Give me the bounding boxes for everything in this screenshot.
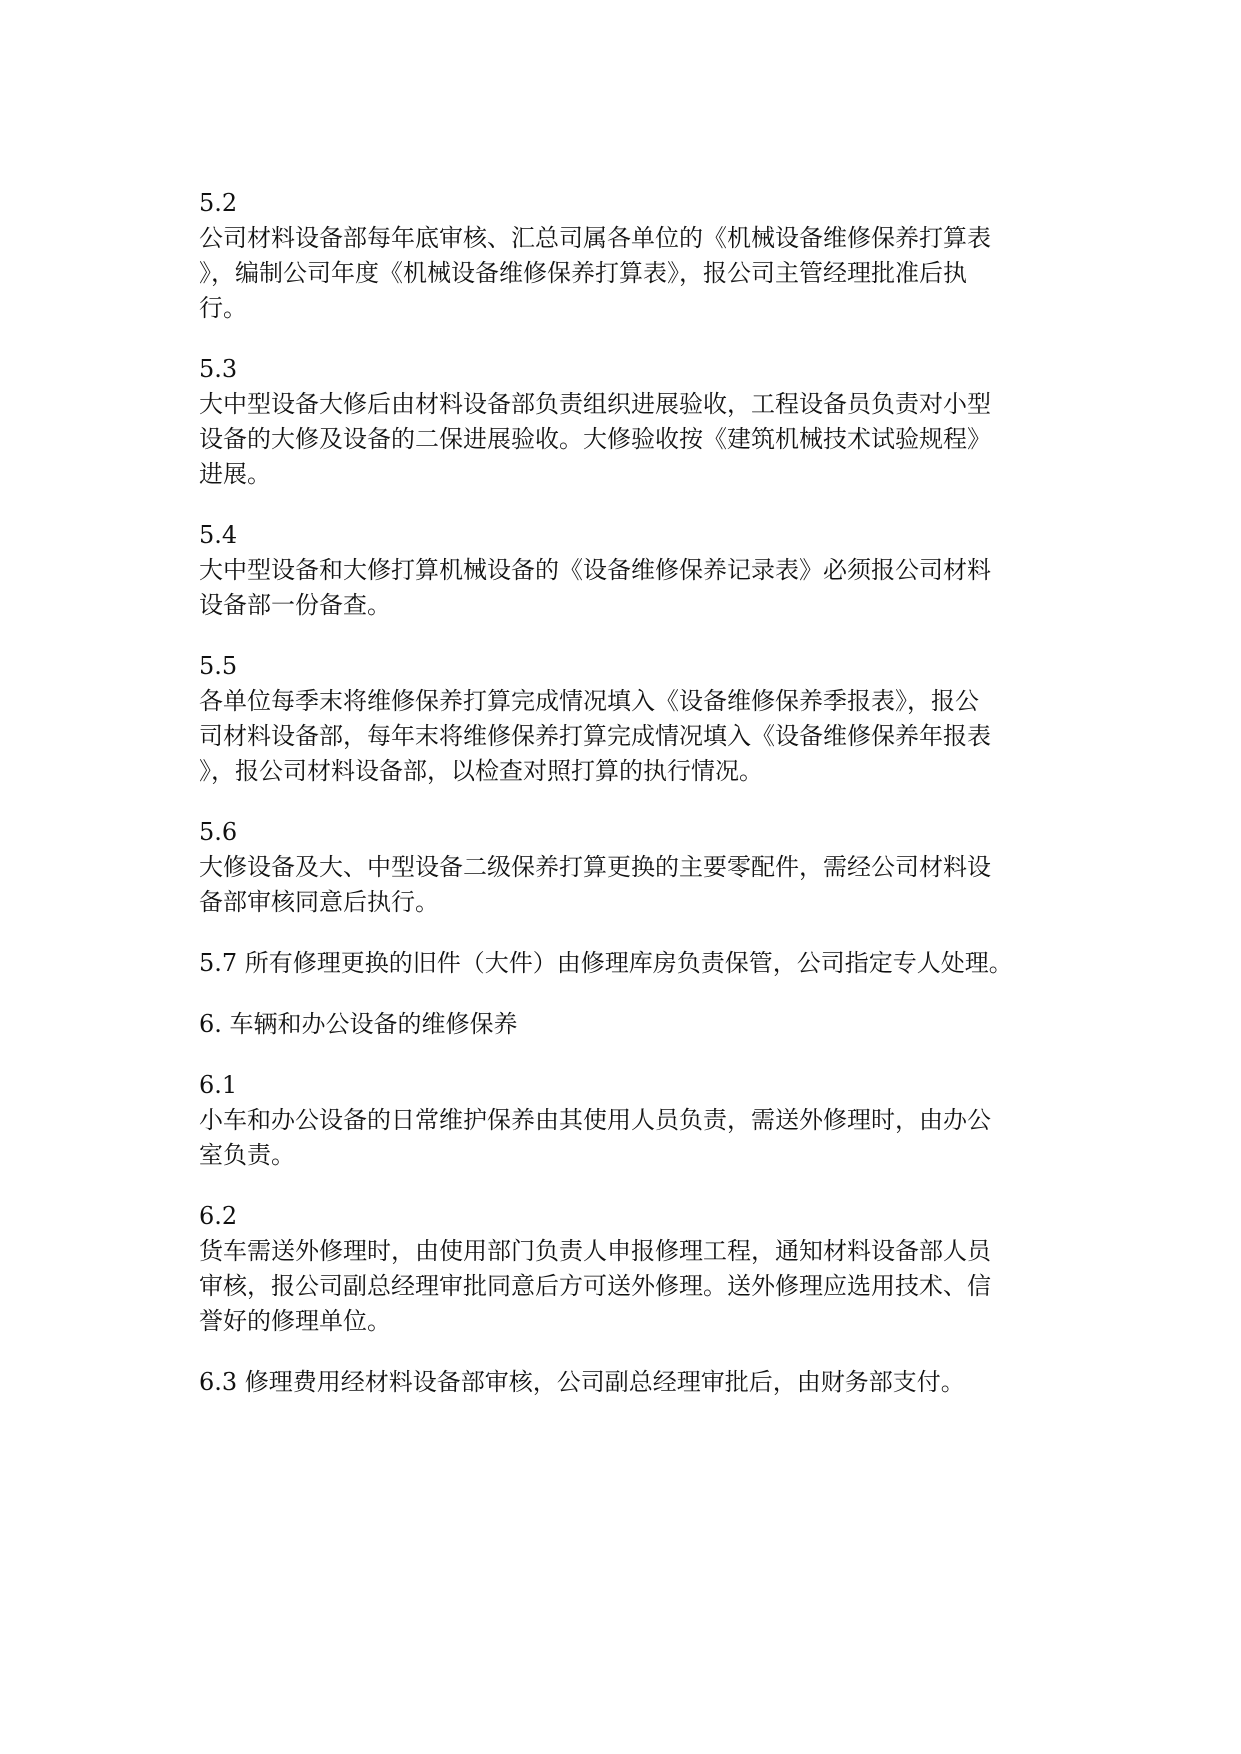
paragraph-gap (199, 623, 1034, 649)
paragraph-line: 大中型设备和大修打算机械设备的《设备维修保养记录表》必须报公司材料 (199, 556, 991, 584)
paragraph-gap (199, 920, 1034, 946)
document-page (199, 186, 1034, 1400)
paragraph-gap (199, 1339, 1034, 1365)
section-number: 6.1 (199, 1071, 238, 1099)
paragraph-line: 备部审核同意后执行。 (199, 888, 439, 916)
paragraph-gap (199, 326, 1034, 352)
section-6-1 (199, 1068, 1034, 1173)
section-number: 5.3 (199, 355, 238, 383)
section-number: 5.5 (199, 652, 238, 680)
paragraph-gap (199, 789, 1034, 815)
section-5-5 (199, 649, 1034, 789)
paragraph-line: 设备的大修及设备的二保进展验收。大修验收按《建筑机械技术试验规程》 (199, 425, 991, 453)
section-heading: 6. 车辆和办公设备的维修保养 (199, 1010, 518, 1038)
paragraph-line: 大修设备及大、中型设备二级保养打算更换的主要零配件，需经公司材料设 (199, 853, 991, 881)
section-number: 5.4 (199, 521, 238, 549)
paragraph-line: 》，编制公司年度《机械设备维修保养打算表》，报公司主管经理批准后执 (199, 259, 967, 287)
paragraph-line: 》，报公司材料设备部，以检查对照打算的执行情况。 (199, 757, 763, 785)
paragraph-gap (199, 1173, 1034, 1199)
paragraph-gap (199, 492, 1034, 518)
paragraph-line: 审核，报公司副总经理审批同意后方可送外修理。送外修理应选用技术、信 (199, 1272, 991, 1300)
paragraph-line: 室负责。 (199, 1141, 295, 1169)
section-number: 5.6 (199, 818, 238, 846)
section-5-2 (199, 186, 1034, 326)
section-5-4 (199, 518, 1034, 623)
paragraph-gap (199, 1042, 1034, 1068)
paragraph-line: 司材料设备部，每年末将维修保养打算完成情况填入《设备维修保养年报表 (199, 722, 991, 750)
paragraph-line: 进展。 (199, 460, 271, 488)
paragraph-line: 货车需送外修理时，由使用部门负责人申报修理工程，通知材料设备部人员 (199, 1237, 991, 1265)
section-5-6 (199, 815, 1034, 920)
section-5-7 (199, 946, 1034, 981)
section-6-3 (199, 1365, 1034, 1400)
paragraph-line: 公司材料设备部每年底审核、汇总司属各单位的《机械设备维修保养打算表 (199, 224, 991, 252)
paragraph-line: 大中型设备大修后由材料设备部负责组织进展验收，工程设备员负责对小型 (199, 390, 991, 418)
paragraph-line: 5.7 所有修理更换的旧件（大件）由修理库房负责保管，公司指定专人处理。 (199, 949, 1013, 977)
paragraph-line: 6.3 修理费用经材料设备部审核，公司副总经理审批后，由财务部支付。 (199, 1368, 965, 1396)
section-5-3 (199, 352, 1034, 492)
paragraph-line: 誉好的修理单位。 (199, 1307, 391, 1335)
section-number: 5.2 (199, 189, 238, 217)
paragraph-line: 各单位每季末将维修保养打算完成情况填入《设备维修保养季报表》，报公 (199, 687, 979, 715)
paragraph-gap (199, 981, 1034, 1007)
section-6-2 (199, 1199, 1034, 1339)
paragraph-line: 行。 (199, 294, 247, 322)
section-6-heading (199, 1007, 1034, 1042)
paragraph-line: 设备部一份备查。 (199, 591, 391, 619)
section-number: 6.2 (199, 1202, 238, 1230)
paragraph-line: 小车和办公设备的日常维护保养由其使用人员负责，需送外修理时，由办公 (199, 1106, 991, 1134)
